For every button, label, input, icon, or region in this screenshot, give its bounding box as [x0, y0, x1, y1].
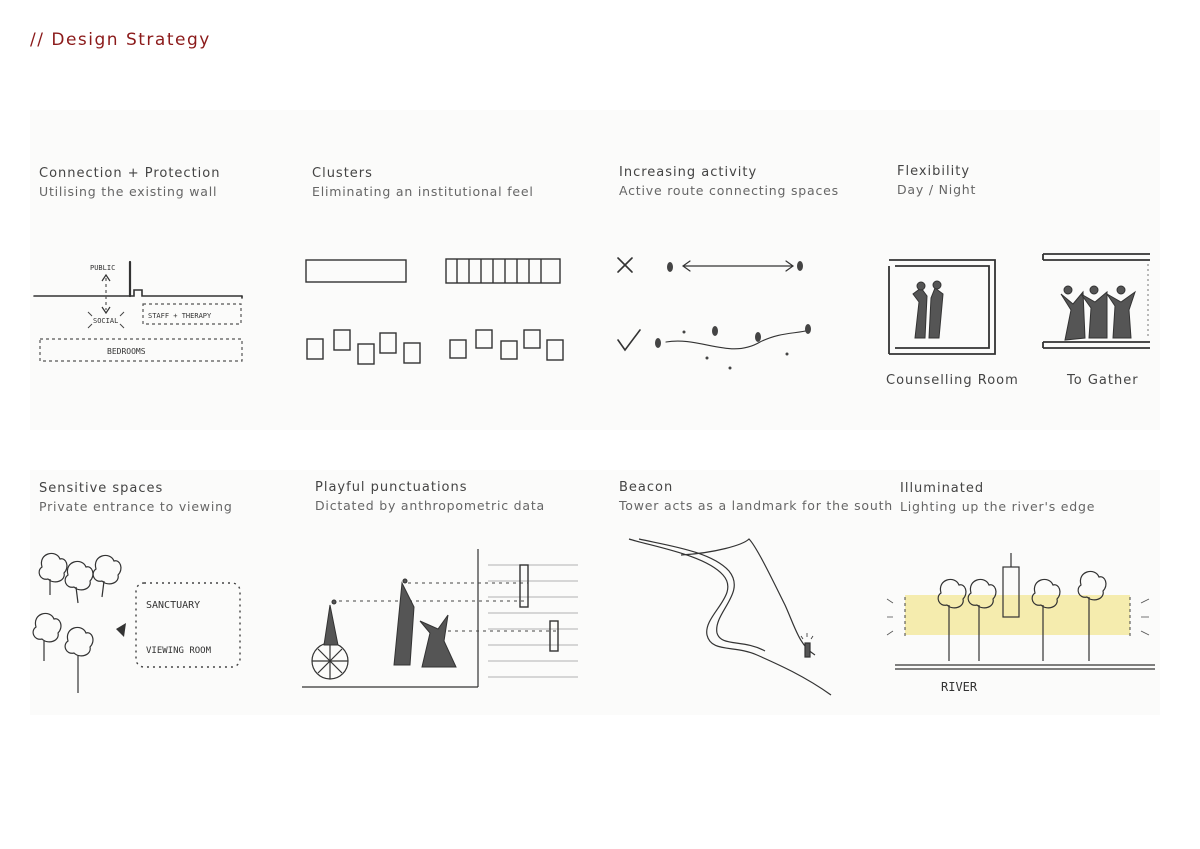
clusters-sketch — [300, 250, 570, 370]
panel-heading: Sensitive spaces — [39, 481, 164, 496]
panel-beacon — [619, 480, 893, 513]
panel-subheading: Active route connecting spaces — [619, 183, 839, 198]
panel-heading: Flexibility — [897, 164, 971, 179]
panel-heading: Beacon — [619, 480, 674, 495]
panel-subheading: Dictated by anthropometric data — [315, 498, 546, 513]
panel-connection-protection — [39, 166, 220, 199]
panel-heading: Playful punctuations — [315, 480, 468, 495]
sensitive-spaces-sketch — [30, 545, 250, 695]
panel-increasing-activity — [619, 165, 839, 198]
panel-heading: Increasing activity — [619, 165, 758, 180]
panel-flexibility — [897, 164, 976, 197]
panel-subheading: Day / Night — [897, 182, 977, 197]
beacon-map-sketch — [625, 535, 840, 700]
caption-to-gather: To Gather — [1067, 373, 1139, 388]
panel-heading: Clusters — [312, 166, 373, 181]
label-social: SOCIAL — [93, 317, 119, 325]
activity-route-sketch — [610, 250, 820, 380]
illuminated-sketch — [885, 545, 1160, 705]
panel-clusters — [312, 166, 534, 199]
page-title: // Design Strategy — [30, 30, 211, 50]
label-bedrooms: BEDROOMS — [107, 347, 146, 356]
label-public: PUBLIC — [90, 264, 116, 272]
flexibility-sketch — [885, 250, 1160, 360]
panel-sensitive-spaces — [39, 481, 233, 514]
caption-counselling-room: Counselling Room — [886, 373, 1019, 388]
panel-heading: Connection + Protection — [39, 166, 221, 181]
label-sanctuary: SANCTUARY — [146, 600, 201, 611]
panel-subheading: Tower acts as a landmark for the south — [619, 498, 894, 513]
wall-section-sketch — [30, 250, 250, 370]
label-staff-therapy: STAFF + THERAPY — [148, 312, 212, 320]
panel-subheading: Private entrance to viewing — [39, 499, 233, 514]
label-viewing-room: VIEWING ROOM — [146, 646, 212, 656]
panel-subheading: Lighting up the river's edge — [900, 499, 1096, 514]
playful-punctuations-sketch — [298, 545, 583, 695]
panel-subheading: Eliminating an institutional feel — [312, 184, 534, 199]
panel-illuminated — [900, 481, 1095, 514]
panel-heading: Illuminated — [900, 481, 985, 496]
panel-subheading: Utilising the existing wall — [39, 184, 218, 199]
label-river: RIVER — [941, 680, 978, 694]
panel-playful-punctuations — [315, 480, 545, 513]
